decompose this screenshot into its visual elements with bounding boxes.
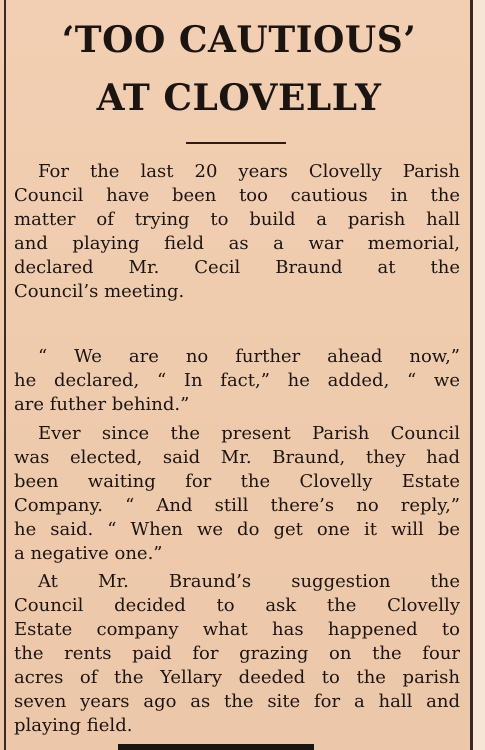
next-article-rule [118, 744, 314, 750]
text-line: seven years ago as the site for a hall and [14, 691, 460, 712]
text-line: Estate company what has happened to [14, 619, 460, 640]
column-rule-left [4, 0, 6, 750]
text-line: been waiting for the Clovelly Estate [14, 471, 460, 492]
text-line: At Mr. Braund’s suggestion the [38, 571, 460, 592]
text-line: Council have been too cautious in the [14, 185, 460, 206]
text-line: a negative one.” [14, 543, 163, 564]
headline-line-1: ‘TOO CAUTIOUS’ [61, 19, 417, 61]
text-line: Ever since the present Parish Council [38, 423, 460, 444]
text-line: was elected, said Mr. Braund, they had [14, 447, 460, 468]
text-line: Council’s meeting. [14, 281, 185, 302]
text-line: and playing field as a war memorial, [14, 233, 460, 254]
text-line: “ We are no further ahead now,” [38, 346, 460, 367]
text-line: the rents paid for grazing on the four [14, 643, 460, 664]
headline-divider [186, 142, 286, 144]
text-line: matter of trying to build a parish hall [14, 209, 460, 230]
text-line: Company. “ And still there’s no reply,” [14, 495, 460, 516]
headline-line-2: AT CLOVELLY [96, 77, 382, 119]
text-line: acres of the Yellary deeded to the parish [14, 667, 460, 688]
text-line: he said. “ When we do get one it will be [14, 519, 460, 540]
paragraph-2 [14, 345, 460, 417]
text-line: are futher behind.” [14, 394, 190, 415]
text-line: declared Mr. Cecil Braund at the [14, 257, 460, 278]
paragraph-4 [14, 570, 460, 738]
text-line: Council decided to ask the Clovelly [14, 595, 460, 616]
page-edge [473, 0, 485, 750]
text-line: playing field. [14, 715, 133, 736]
text-line: he declared, “ In fact,” he added, “ we [14, 370, 460, 391]
text-line: For the last 20 years Clovelly Parish [38, 161, 460, 182]
paragraph-1 [14, 160, 460, 304]
paragraph-3 [14, 422, 460, 566]
